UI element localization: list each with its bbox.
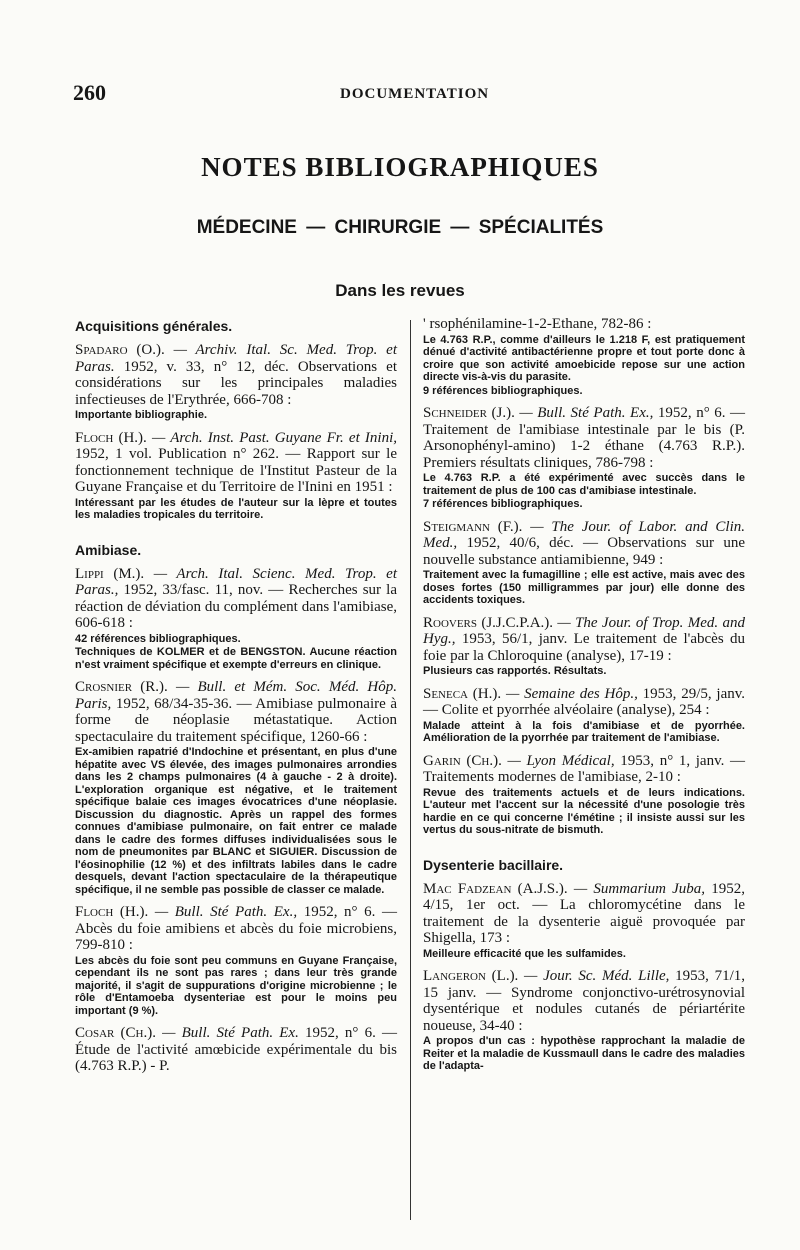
bib-entry xyxy=(75,904,397,1017)
journal: — The Jour. of Trop. Med. and Hyg., xyxy=(423,614,745,647)
heading-acquisitions: Acquisitions générales. xyxy=(75,318,233,334)
author: Crosnier (R.). xyxy=(75,679,168,695)
annotation: Ex-amibien rapatrié d'Indochine et présentant, en plus d'une hépatite avec VS élevée, des images pulmonaires arrondies dans les 2 champs pulmonaires (4 à gauche - 2 à droite). L'exploration organique est négative, et le traitement spécifique balaie ces images évocatrices d'une néoplasie. Discussion du diagnostic. Après un rappel des formes connues d'amibiase pulmonaire, on fait entrer ce malade dans le cadre des formes diffuses individualisées sous le nom de pneumonites par BLANC et SIGUIER. Discussion de l'éosinophilie (12 %) et des infiltrats labiles dans le cadre desquels, devant l'action spectaculaire de la thérapeutique spécifique, il ne semble pas possible de classer ce malade. xyxy=(75,746,397,896)
author: Seneca (H.). xyxy=(423,685,502,702)
journal: — Bull. Sté Path. Ex., xyxy=(154,904,298,920)
citation xyxy=(75,342,397,408)
bib-entry-continued xyxy=(423,316,745,397)
annotation: 42 références bibliographiques. xyxy=(75,632,241,645)
citation xyxy=(423,615,745,665)
citation xyxy=(423,519,745,569)
citation-details: 1953, 56/1, janv. Le traitement de l'abcès du foie par la Chloroquine (analyse), 17-19 : xyxy=(423,631,746,664)
heading-amibiase: Amibiase. xyxy=(75,541,142,558)
author: Steigmann (F.). xyxy=(423,518,523,535)
citation xyxy=(75,679,397,745)
annotation: Meilleure efficacité que les sulfamides. xyxy=(423,947,626,960)
citation-details: 1952, 1 vol. Publication n° 262. — Rapport sur le fonctionnement technique de l'Institut Pasteur de la Guyane Française et du Territoire de l'Inini en 1951 : xyxy=(75,446,397,495)
annotation: Malade atteint à la fois d'amibiase et de pyorrhée. Amélioration de la pyorrhée par traitement de l'amibiase. xyxy=(423,719,745,744)
journal: — The Jour. of Labor. and Clin. Med., xyxy=(423,518,745,551)
journal: — Lyon Médical, xyxy=(507,752,615,769)
annotation: A propos d'un cas : hypothèse rapprochant la maladie de Reiter et la maladie de Kussmaull dans le cadre des maladies de l'adapta- xyxy=(423,1035,745,1072)
bib-entry xyxy=(423,405,745,511)
bib-entry xyxy=(75,342,397,422)
citation-details: 1953, n° 1, janv. — Traitements modernes de l'amibiase, 2-10 : xyxy=(423,752,746,785)
citation xyxy=(423,881,745,947)
running-head: DOCUMENTATION xyxy=(340,86,490,102)
bib-entry xyxy=(423,519,745,607)
author: Langeron (L.). xyxy=(423,968,519,984)
citation xyxy=(75,904,397,954)
annotation: Importante bibliographie. xyxy=(75,409,208,421)
bib-entry xyxy=(423,686,745,745)
journal: — Arch. Ital. Scienc. Med. Trop. et Paras., xyxy=(75,565,398,598)
section-title: MÉDECINE — CHIRURGIE — SPÉCIALITÉS xyxy=(196,217,604,238)
citation-details: 1953, 29/5, janv. — Colite et pyorrhée alvéolaire (analyse), 254 : xyxy=(423,685,746,718)
author: Cosar (Ch.). xyxy=(75,1025,156,1041)
column-divider xyxy=(410,320,411,1220)
journal: — Bull. Sté Path. Ex., xyxy=(519,405,654,421)
author: Spadaro (O.). xyxy=(75,342,165,358)
bib-entry xyxy=(423,753,745,837)
annotation: Le 4.763 R.P., comme d'ailleurs le 1.218 F, est pratiquement dénué d'activité antibactérienne propre et tout porte donc à croire que son activité amoebicide repose sur une action directe vis-à-vis du parasite. xyxy=(423,333,745,383)
author: Lippi (M.). xyxy=(75,565,145,582)
journal: — Summarium Juba, xyxy=(573,880,706,897)
citation-details: 1952, 33/fasc. 11, nov. — Recherches sur la réaction de déviation du complément dans l'amibiase, 606-618 : xyxy=(75,582,397,631)
page-title: NOTES BIBLIOGRAPHIQUES xyxy=(201,152,599,182)
journal: — Jour. Sc. Méd. Lille, xyxy=(524,968,670,984)
annotation: Traitement avec la fumagilline ; elle est active, mais avec des doses fortes (150 milligrammes par jour) elle donne des accidents toxiques. xyxy=(423,569,745,606)
citation-details: 1952, n° 6. — Abcès du foie amibiens et abcès du foie microbiens, 799-810 : xyxy=(75,904,398,953)
bib-entry xyxy=(75,566,397,672)
annotation: Techniques de KOLMER et de BENGSTON. Aucune réaction n'est vraiment spécifique et exempte d'erreurs en clinique. xyxy=(75,646,397,671)
citation-details: 1952, 4/15, 1er oct. — La chloromycétine dans le traitement de la dysenterie aiguë provoquée par Shigella, 173 : xyxy=(423,880,745,946)
citation xyxy=(75,430,397,496)
journal: — Arch. Inst. Past. Guyane Fr. et Inini, xyxy=(151,429,397,446)
annotation: Les abcès du foie sont peu communs en Guyane Française, cependant ils ne sont pas rares ; dans leur très grande majorité, il s'agit de suppurations d'origine microbienne ; le rôle d'Entamoeba dysenteriae est pour le moins peu important (9 %). xyxy=(75,954,397,1017)
citation-details: ' rsophénilamine-1-2-Ethane, 782-86 : xyxy=(423,316,652,332)
citation-details: 1952, n° 6. — Traitement de l'amibiase intestinale par le bis (P. Arsonophényl-amino) 1-2 éthane (4.763 R.P.). Premiers résultats cliniques, 786-798 : xyxy=(423,405,746,471)
journal: — Archiv. Ital. Sc. Med. Trop. et Paras. xyxy=(75,342,398,375)
bib-entry xyxy=(423,615,745,678)
citation-details: 1952, n° 6. — Étude de l'activité amœbicide expérimentale du bis (4.763 R.P.) - P. xyxy=(75,1025,398,1074)
bib-entry xyxy=(75,679,397,896)
annotation: Revue des traitements actuels et de leurs indications. L'auteur met l'accent sur la nécessité d'une posologie très hardie en ce qui concerne l'émétine ; il insiste aussi sur les vertus du sous-nitrate de bismuth. xyxy=(423,786,745,836)
author: Schneider (J.). xyxy=(423,405,515,421)
author: Floch (H.). xyxy=(75,429,147,446)
author: Garin (Ch.). xyxy=(423,752,502,769)
annotation: 7 références bibliographiques. xyxy=(423,498,583,510)
citation xyxy=(423,405,745,471)
citation-details: 1953, 71/1, 15 janv. — Syndrome conjonctivo-urétrosynovial dysentérique et nodules cutanés de périartérite noueuse, 34-40 : xyxy=(423,968,745,1034)
annotation: Plusieurs cas rapportés. Résultats. xyxy=(423,665,607,677)
citation-details: 1952, 40/6, déc. — Observations sur une nouvelle substance antiamibienne, 949 : xyxy=(423,535,745,568)
author: Mac Fadzean (A.J.S.). xyxy=(423,880,568,897)
citation-details: 1952, v. 33, n° 12, déc. Observations et considérations sur les principales maladies infectieuses de l'Erythrée, 666-708 : xyxy=(75,358,397,408)
heading-dysenterie: Dysenterie bacillaire. xyxy=(423,856,564,873)
citation xyxy=(423,686,745,719)
annotation: Intéressant par les études de l'auteur sur la lèpre et toutes les maladies tropicales du territoire. xyxy=(75,496,397,521)
citation xyxy=(423,968,745,1034)
bib-entry xyxy=(75,430,397,522)
right-column xyxy=(423,316,745,1081)
annotation: 9 références bibliographiques. xyxy=(423,384,583,397)
author: Floch (H.). xyxy=(75,904,149,920)
author: Roovers (J.J.C.P.A.). xyxy=(423,614,554,631)
bib-entry xyxy=(423,881,745,961)
annotation: Le 4.763 R.P. a été expérimenté avec succès dans le traitement de plus de 100 cas d'amibiase intestinale. xyxy=(423,472,745,497)
left-column xyxy=(75,316,397,1083)
citation xyxy=(75,566,397,632)
subsection-title: Dans les revues xyxy=(335,281,465,300)
journal: — Bull. et Mém. Soc. Méd. Hôp. Paris, xyxy=(75,679,398,712)
journal: — Bull. Sté Path. Ex. xyxy=(162,1025,299,1041)
citation xyxy=(75,1025,397,1075)
journal: — Semaine des Hôp., xyxy=(505,685,638,702)
citation-details: 1952, 68/34-35-36. — Amibiase pulmonaire à forme de néoplasie métastatique. Action spectaculaire du traitement spécifique, 1260-66 : xyxy=(75,695,397,745)
page-number: 260 xyxy=(73,80,106,105)
citation xyxy=(423,753,745,786)
bib-entry xyxy=(423,968,745,1073)
bib-entry xyxy=(75,1025,397,1075)
